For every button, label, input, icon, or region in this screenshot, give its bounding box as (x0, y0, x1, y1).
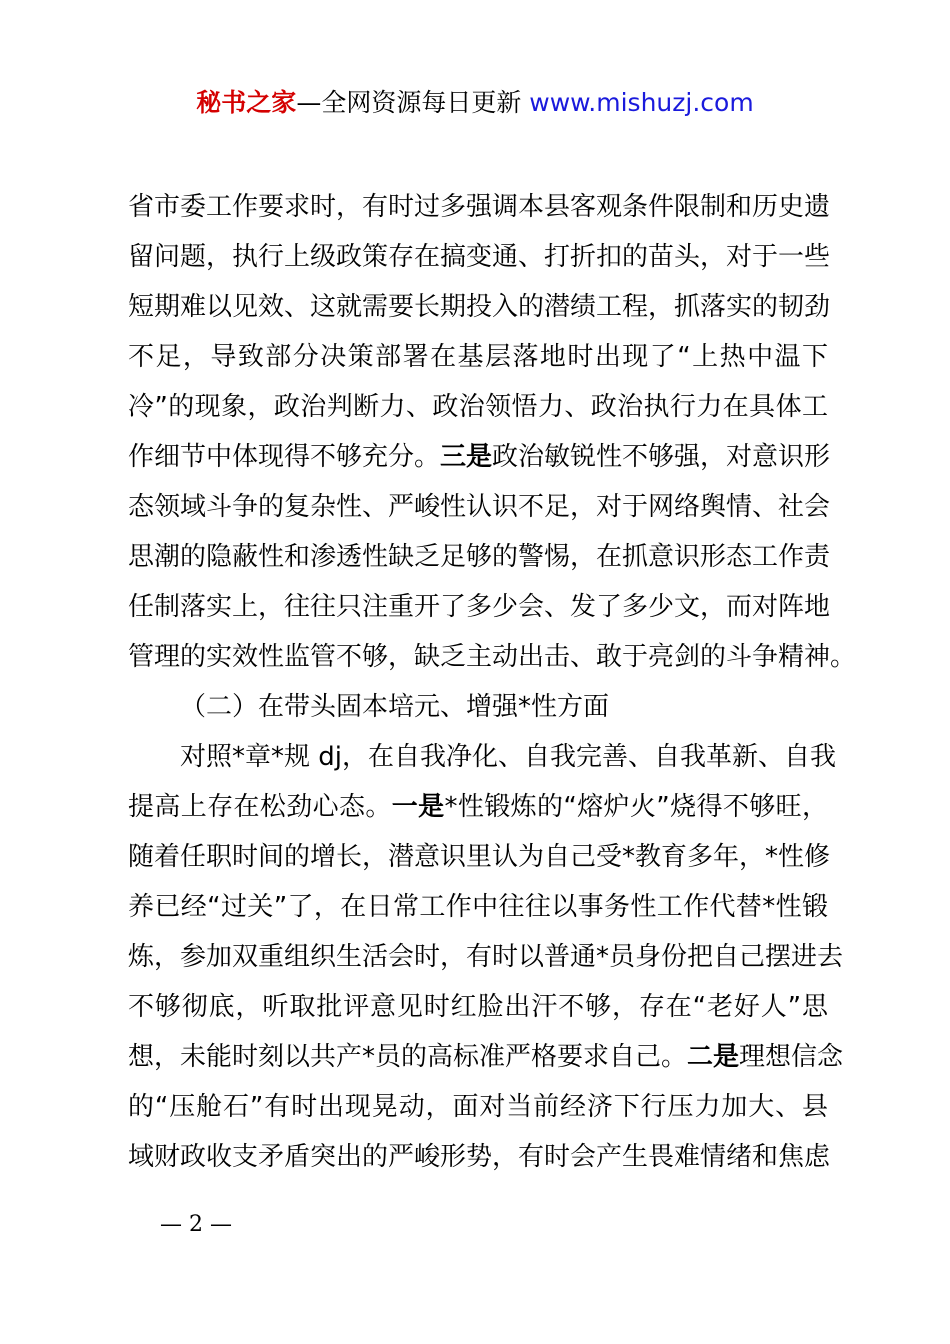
site-url-link[interactable]: www.mishuzj.com (529, 88, 754, 117)
page-number: — 2 — (160, 1212, 232, 1237)
text-line: 短期难以见效、这就需要长期投入的潜绩工程，抓落实的韧劲 (128, 292, 831, 322)
text-line: 炼，参加双重组织生活会时，有时以普通*员身份把自己摆进去 (128, 942, 844, 972)
text-line: 不足，导致部分决策部署在基层落地时出现了“上热中温下 (128, 342, 828, 372)
text-line (128, 1032, 844, 1082)
text-line: 不够彻底，听取批评意见时红脸出汗不够，存在“老好人”思 (128, 992, 828, 1022)
text-segment: 想，未能时刻以共产*员的高标准严格要求自己。 (128, 1042, 688, 1072)
brand-name: 秘书之家 (196, 88, 297, 117)
text-line: 随着任职时间的增长，潜意识里认为自己受*教育多年，*性修 (128, 842, 831, 872)
keyword-second: 二是 (687, 1042, 740, 1072)
text-line (128, 782, 828, 832)
text-segment: *性锻炼的“熔炉火”烧得不够旺， (444, 792, 828, 822)
text-line: 留问题，执行上级政策存在搞变通、打折扣的苗头，对于一些 (128, 242, 831, 272)
document-body (128, 182, 857, 1182)
header-tagline: —全网资源每日更新 (296, 88, 530, 117)
site-header (0, 86, 950, 120)
text-line (128, 432, 831, 482)
text-line: 任制落实上，往往只注重开了多少会、发了多少文，而对阵地 (128, 592, 831, 622)
text-segment: 提高上存在松劲心态。 (128, 792, 392, 822)
text-line: 省市委工作要求时，有时过多强调本县客观条件限制和历史遗 (128, 192, 831, 222)
text-segment: 作细节中体现得不够充分。 (128, 442, 441, 472)
section-heading: （二）在带头固本培元、增强*性方面 (180, 692, 610, 722)
keyword-first: 一是 (391, 792, 445, 822)
text-line: 养已经“过关”了，在日常工作中往往以事务性工作代替*性锻 (128, 892, 828, 922)
text-segment: 理想信念 (739, 1042, 844, 1072)
text-line: 域财政收支矛盾突出的严峻形势，有时会产生畏难情绪和焦虑 (128, 1142, 831, 1172)
text-line: 冷”的现象，政治判断力、政治领悟力、政治执行力在具体工 (128, 392, 828, 422)
text-line: 管理的实效性监管不够，缺乏主动出击、敢于亮剑的斗争精神。 (128, 642, 857, 672)
text-line: 态领域斗争的复杂性、严峻性认识不足，对于网络舆情、社会 (128, 492, 831, 522)
keyword-third: 三是 (440, 442, 493, 472)
text-line: 对照*章*规 dj，在自我净化、自我完善、自我革新、自我 (180, 742, 836, 772)
text-line: 思潮的隐蔽性和渗透性缺乏足够的警惕，在抓意识形态工作责 (128, 542, 831, 572)
text-segment: 政治敏锐性不够强，对意识形 (492, 442, 831, 472)
text-line: 的“压舱石”有时出现晃动，面对当前经济下行压力加大、县 (128, 1092, 828, 1122)
